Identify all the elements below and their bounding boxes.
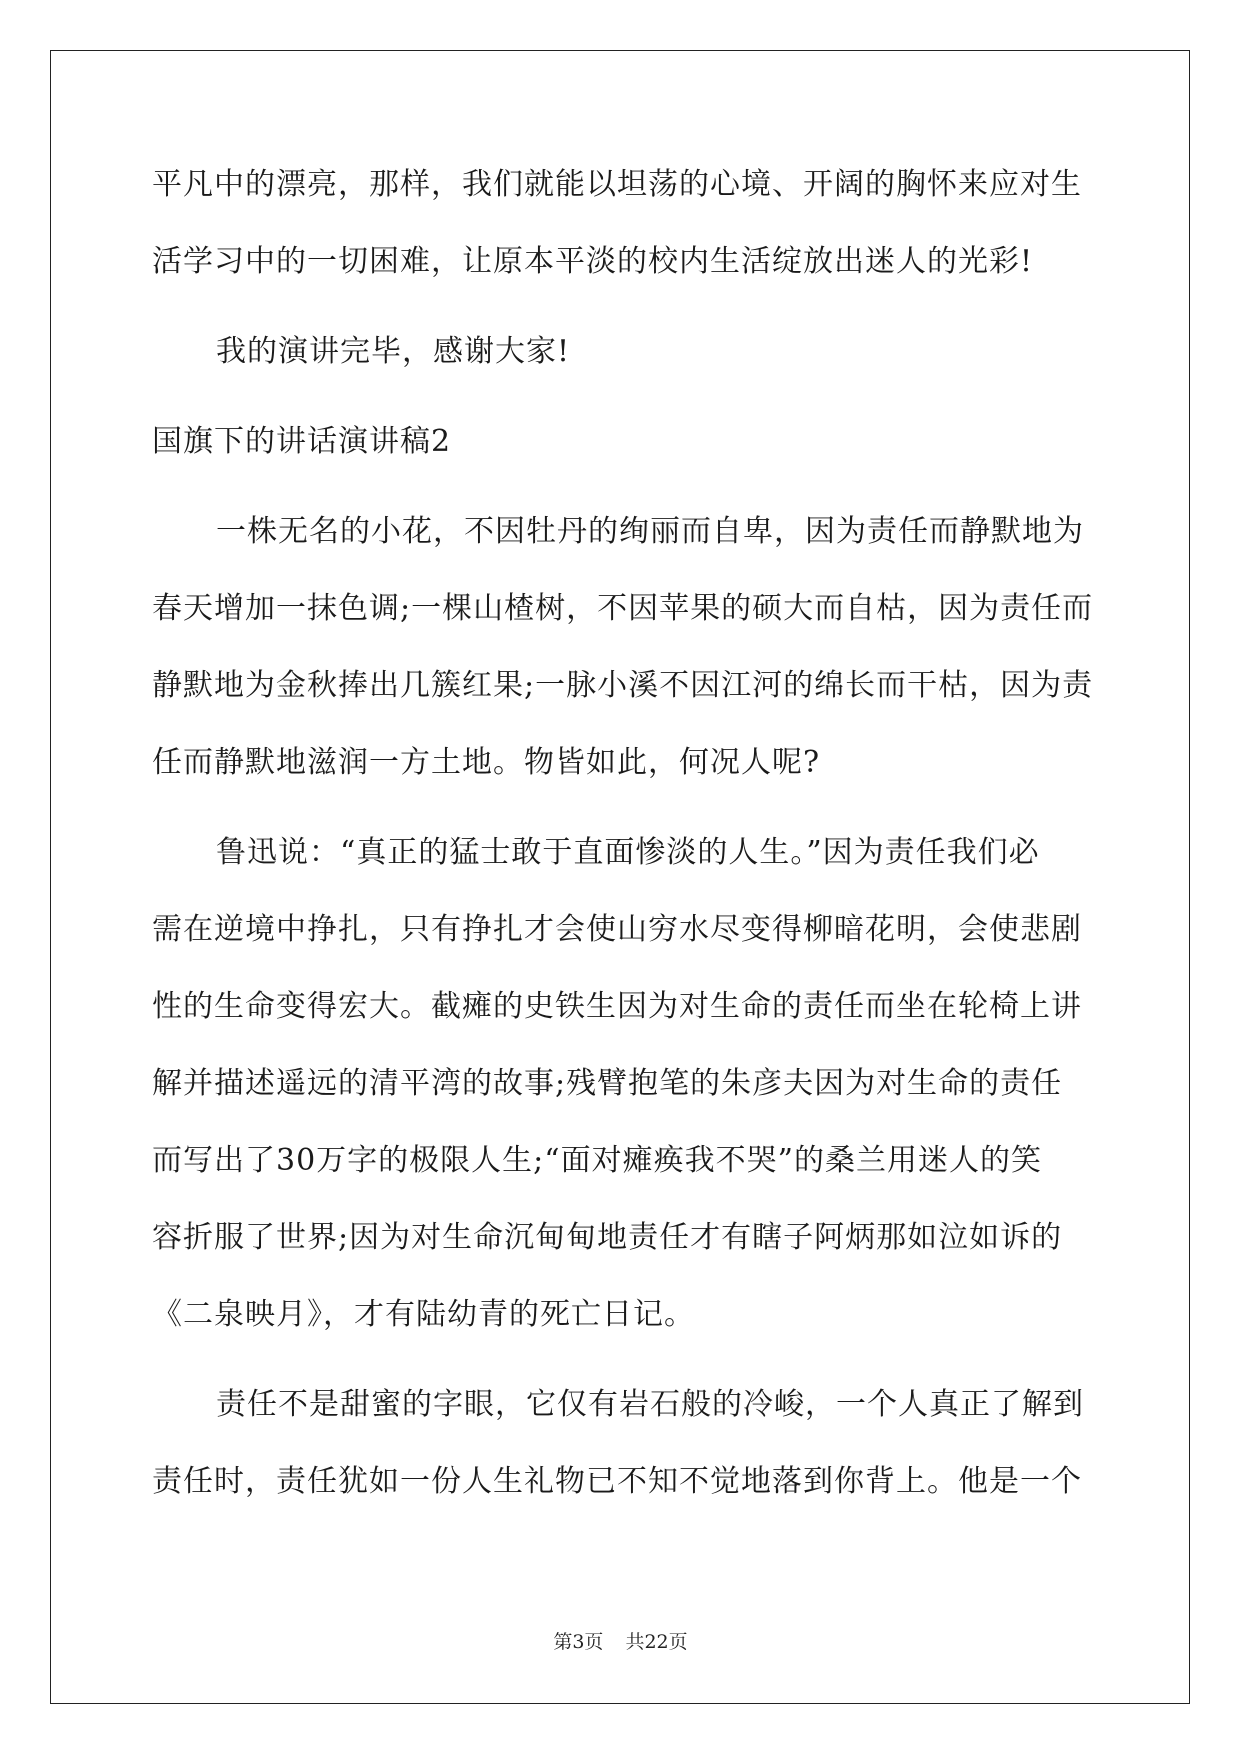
text-line: 春天增加一抹色调;一棵山楂树，不因苹果的硕大而自枯，因为责任而 bbox=[152, 591, 1094, 626]
section-heading: 国旗下的讲话演讲稿2 bbox=[152, 424, 452, 459]
text-line: 需在逆境中挣扎，只有挣扎才会使山穷水尽变得柳暗花明，会使悲剧 bbox=[152, 912, 1082, 947]
page-total: 共22页 bbox=[625, 1631, 688, 1653]
text-line: 静默地为金秋捧出几簇红果;一脉小溪不因江河的绵长而干枯，因为责 bbox=[152, 668, 1094, 703]
text-line: 《二泉映月》，才有陆幼青的死亡日记。 bbox=[152, 1297, 695, 1332]
document-body bbox=[152, 165, 1092, 1502]
text-line: 性的生命变得宏大。截瘫的史铁生因为对生命的责任而坐在轮椅上讲 bbox=[152, 989, 1082, 1024]
text-line: 任而静默地滋润一方土地。物皆如此，何况人呢? bbox=[152, 745, 821, 780]
text-line: 一株无名的小花，不因牡丹的绚丽而自卑，因为责任而静默地为 bbox=[216, 514, 1084, 549]
text-line: 平凡中的漂亮，那样，我们就能以坦荡的心境、开阔的胸怀来应对生 bbox=[152, 167, 1082, 202]
text-line: 我的演讲完毕，感谢大家! bbox=[216, 334, 571, 369]
page-number: 第3页 bbox=[553, 1631, 604, 1653]
text-line: 活学习中的一切困难，让原本平淡的校内生活绽放出迷人的光彩! bbox=[152, 244, 1034, 279]
text-line: 鲁迅说：“真正的猛士敢于直面惨淡的人生。”因为责任我们必 bbox=[216, 835, 1040, 870]
page-footer bbox=[0, 1627, 1241, 1654]
text-line: 解并描述遥远的清平湾的故事;残臂抱笔的朱彦夫因为对生命的责任 bbox=[152, 1066, 1063, 1101]
text-line: 容折服了世界;因为对生命沉甸甸地责任才有瞎子阿炳那如泣如诉的 bbox=[152, 1220, 1063, 1255]
text-line: 而写出了30万字的极限人生;“面对瘫痪我不哭”的桑兰用迷人的笑 bbox=[152, 1143, 1042, 1178]
text-line: 责任不是甜蜜的字眼，它仅有岩石般的冷峻，一个人真正了解到 bbox=[216, 1387, 1084, 1422]
text-line: 责任时，责任犹如一份人生礼物已不知不觉地落到你背上。他是一个 bbox=[152, 1464, 1082, 1499]
